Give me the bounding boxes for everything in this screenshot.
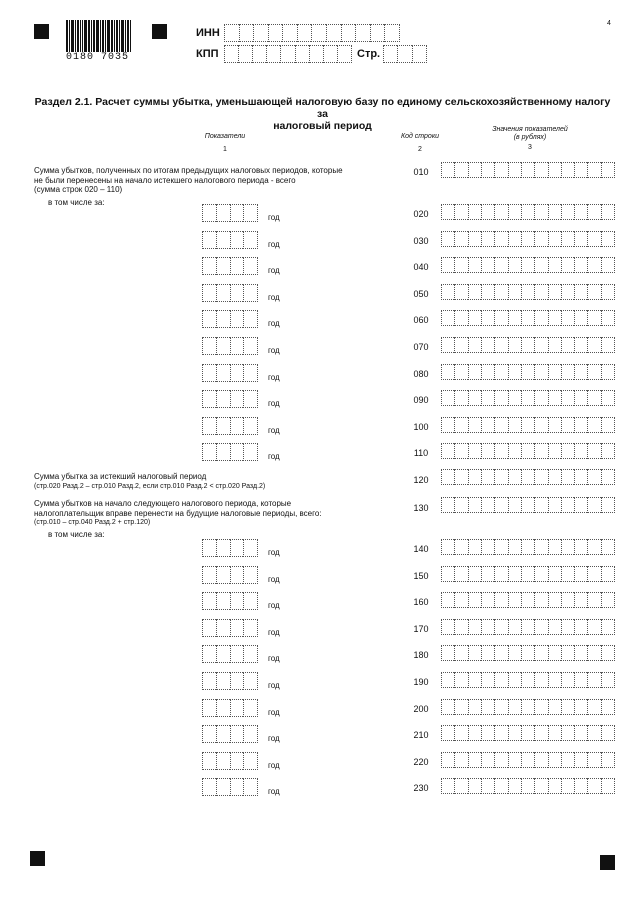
year-label-080: год [268,372,280,382]
year-input-180[interactable] [202,645,258,663]
year-input-100[interactable] [202,417,258,435]
row-130-description [34,499,404,528]
year-input-080[interactable] [202,364,258,382]
column-header-indicators: Показатели [204,133,246,140]
row-120-line1: Сумма убытка за истекший налоговый период [34,472,207,481]
row-010-line2: не были перенесены на начало истекшего налогового периода - всего [34,175,296,185]
row-code-170: 170 [413,623,429,634]
registration-marker-top-right [152,24,167,39]
column-header-values-line1: Значения показателей [492,126,568,133]
column-number-1: 1 [223,146,227,153]
year-label-230: год [268,787,280,797]
year-label-070: год [268,346,280,355]
barcode-number: 0180 7035 [66,52,130,63]
row-080-value-field[interactable] [441,364,615,380]
registration-marker-bottom-left [30,851,45,866]
column-header-values [470,126,590,142]
year-label-060: год [268,319,280,329]
page-label: Стр. [357,48,381,60]
row-130-line3: (стр.010 – стр.040 Разд.2 + стр.120) [34,519,151,526]
row-010-line1: Сумма убытков, полученных по итогам предыдущих налоговых периодов, которые [34,166,343,175]
row-160-value-field[interactable] [441,592,615,608]
registration-marker-bottom-right [600,855,615,870]
row-130-code: 130 [413,503,429,513]
row-010-description [34,166,404,195]
year-input-020[interactable] [202,204,258,222]
row-050-value-field[interactable] [441,284,615,300]
row-code-110: 110 [413,448,429,459]
page-number: 4 [607,20,611,27]
year-input-190[interactable] [202,672,258,690]
row-010-code: 010 [413,167,429,177]
row-070-value-field[interactable] [441,337,615,353]
year-input-150[interactable] [202,566,258,584]
year-input-160[interactable] [202,592,258,610]
row-code-160: 160 [413,597,429,608]
row-code-100: 100 [413,421,429,432]
year-label-090: год [268,399,280,409]
section-title-line2: налоговый период [273,120,372,132]
row-code-090: 090 [413,395,429,406]
row-code-020: 020 [413,209,429,219]
row-120-description [34,472,404,491]
row-130-value-field[interactable] [441,497,615,513]
year-label-190: год [268,681,280,690]
year-label-210: год [268,734,280,744]
row-code-180: 180 [413,650,429,661]
year-label-200: год [268,707,280,717]
row-140-value-field[interactable] [441,539,615,555]
row-code-050: 050 [413,288,429,299]
row-020-value-field[interactable] [441,204,615,220]
year-label-220: год [268,760,280,770]
year-input-220[interactable] [202,752,258,770]
row-100-value-field[interactable] [441,417,615,433]
row-code-150: 150 [413,570,429,581]
year-label-030: год [268,239,280,249]
row-code-030: 030 [413,235,429,246]
year-label-020: год [268,213,280,222]
row-040-value-field[interactable] [441,257,615,273]
row-150-value-field[interactable] [441,566,615,582]
row-code-230: 230 [413,783,429,794]
year-label-100: год [268,425,280,435]
column-header-values-line2: (в рублях) [513,134,547,141]
row-010-line3: (сумма строк 020 – 110) [34,185,123,194]
row-110-value-field[interactable] [441,443,615,459]
year-label-050: год [268,292,280,302]
row-130-line1: Сумма убытков на начало следующего налогового периода, которые [34,499,292,508]
year-input-140[interactable] [202,539,258,557]
kpp-field[interactable] [224,45,352,63]
row-220-value-field[interactable] [441,752,615,768]
year-label-180: год [268,654,280,664]
year-label-160: год [268,601,280,611]
year-input-110[interactable] [202,443,258,461]
year-label-140: год [268,548,280,557]
year-input-050[interactable] [202,284,258,302]
row-code-190: 190 [413,677,429,687]
year-input-090[interactable] [202,390,258,408]
row-120-code: 120 [413,475,429,485]
row-180-value-field[interactable] [441,645,615,661]
row-060-value-field[interactable] [441,310,615,326]
row-200-value-field[interactable] [441,699,615,715]
row-130-line2: налогоплательщик вправе перенести на будущие налоговые периоды, всего: [34,508,322,518]
year-input-070[interactable] [202,337,258,355]
row-code-200: 200 [413,703,429,714]
section-title-line1: Раздел 2.1. Расчет суммы убытка, уменьшающей налоговую базу по единому сельскохозяйственному налогу за [34,96,611,120]
row-code-070: 070 [413,342,429,352]
year-input-200[interactable] [202,699,258,717]
in-that-number-label-1: в том числе за: [48,198,105,207]
page-number-field[interactable] [383,45,427,63]
row-170-value-field[interactable] [441,619,615,635]
row-010-value-field[interactable] [441,162,615,178]
row-030-value-field[interactable] [441,231,615,247]
row-code-040: 040 [413,262,429,273]
row-230-value-field[interactable] [441,778,615,794]
year-input-210[interactable] [202,725,258,743]
row-120-line2: (стр.020 Разд.2 – стр.010 Разд.2, если стр.010 Разд.2 < стр.020 Разд.2) [34,482,266,490]
year-label-150: год [268,574,280,584]
column-number-3: 3 [528,144,532,151]
in-that-number-label-2: в том числе за: [48,530,105,539]
kpp-label: КПП [196,48,219,60]
year-input-030[interactable] [202,231,258,249]
row-190-value-field[interactable] [441,672,615,688]
row-code-210: 210 [413,730,429,741]
year-input-040[interactable] [202,257,258,275]
year-label-110: год [268,452,280,462]
form-barcode [66,20,140,62]
row-code-060: 060 [413,315,429,326]
year-input-170[interactable] [202,619,258,637]
column-header-line-code: Код строки [400,133,440,140]
column-number-2: 2 [418,146,422,153]
inn-field[interactable] [224,24,400,42]
row-090-value-field[interactable] [441,390,615,406]
year-label-170: год [268,627,280,637]
barcode-bars [66,20,140,52]
row-code-080: 080 [413,368,429,379]
row-code-140: 140 [413,544,429,554]
row-code-220: 220 [413,756,429,767]
year-input-230[interactable] [202,778,258,796]
year-input-060[interactable] [202,310,258,328]
registration-marker-top-left [34,24,49,39]
row-120-value-field[interactable] [441,469,615,485]
row-210-value-field[interactable] [441,725,615,741]
inn-label: ИНН [196,27,220,39]
year-label-040: год [268,266,280,276]
